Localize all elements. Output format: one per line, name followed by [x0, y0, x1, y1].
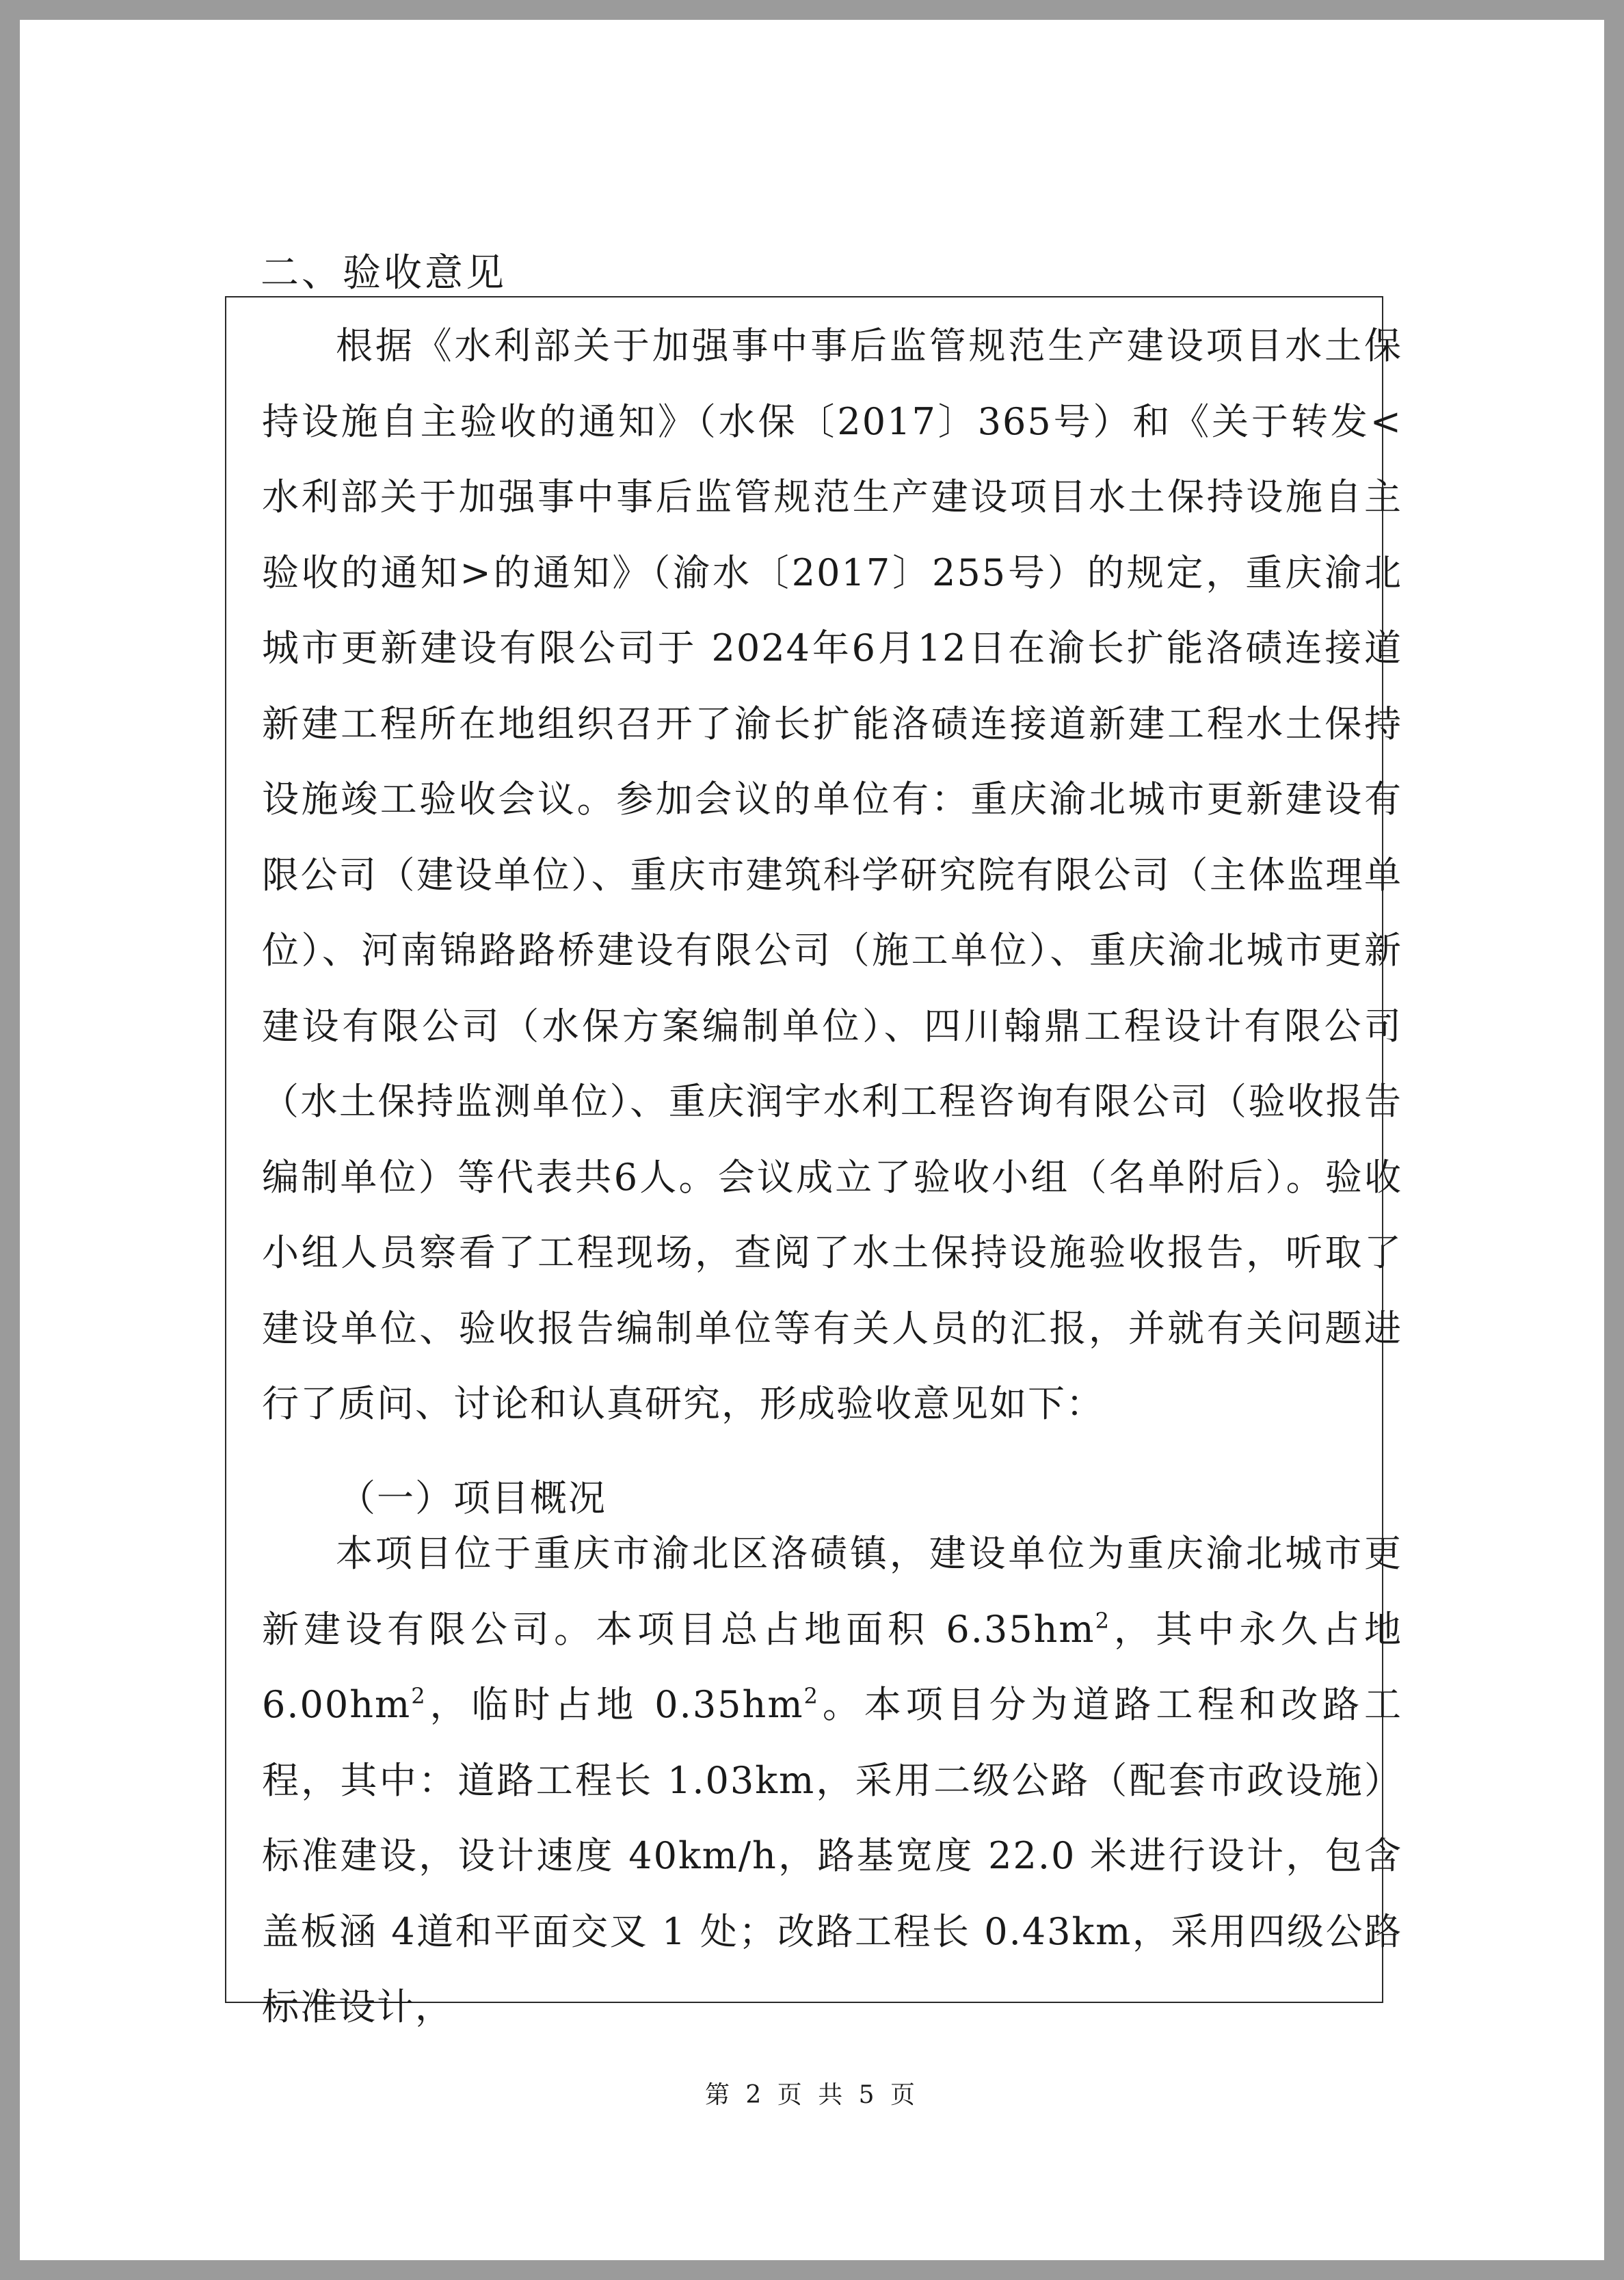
superscript-2: 2 — [1095, 1607, 1110, 1634]
overview-text-1: 本项目位于重庆市渝北区洛碛镇，建设单位为重庆渝北城市更新建设有限公司。本项目总占地面积 6.35hm — [262, 1532, 1402, 1651]
overview-text-4: 。本项目分为道路工程和改路工程，其中：道路工程长 1.03km，采用二级公路（配套市政设施）标准建设，设计速度 40km/h，路基宽度 22.0 米进行设计，包含盖板涵 4道和平面交叉 1 处；改路工程长 0.43km，采用四级公路标准设计， — [262, 1683, 1403, 2028]
section-heading: 二、验收意见 — [261, 251, 507, 295]
document-page — [20, 20, 1604, 2260]
project-overview-paragraph — [262, 1516, 1402, 2045]
intro-paragraph: 根据《水利部关于加强事中事后监管规范生产建设项目水土保持设施自主验收的通知》（水保〔2017〕365号）和《关于转发<水利部关于加强事中事后监管规范生产建设项目水土保持设施自主验收的通知>的通知》（渝水〔2017〕255号）的规定，重庆渝北城市更新建设有限公司于 2024年6月12日在渝长扩能洛碛连接道新建工程所在地组织召开了渝长扩能洛碛连接道新建工程水土保持设施竣工验收会议。参加会议的单位有：重庆渝北城市更新建设有限公司（建设单位）、重庆市建筑科学研究院有限公司（主体监理单位）、河南锦路路桥建设有限公司（施工单位）、重庆渝北城市更新建设有限公司（水保方案编制单位）、四川翰鼎工程设计有限公司（水土保持监测单位）、重庆润宇水利工程咨询有限公司（验收报告编制单位）等代表共6人。会议成立了验收小组（名单附后）。验收小组人员察看了工程现场，查阅了水土保持设施验收报告，听取了建设单位、验收报告编制单位等有关人员的汇报，并就有关问题进行了质问、讨论和认真研究，形成验收意见如下： — [262, 324, 1402, 1425]
acceptance-opinion-box — [225, 296, 1403, 2028]
project-overview-heading: （一）项目概况 — [338, 1476, 607, 1520]
overview-text-2: ，其中永久占地6.00hm — [262, 1607, 1402, 1726]
superscript-2: 2 — [411, 1683, 427, 1709]
page-number-footer: 第 2 页 共 5 页 — [704, 2081, 920, 2109]
superscript-2: 2 — [803, 1683, 819, 1709]
overview-text-3: ，临时占地 0.35hm — [426, 1683, 804, 1726]
